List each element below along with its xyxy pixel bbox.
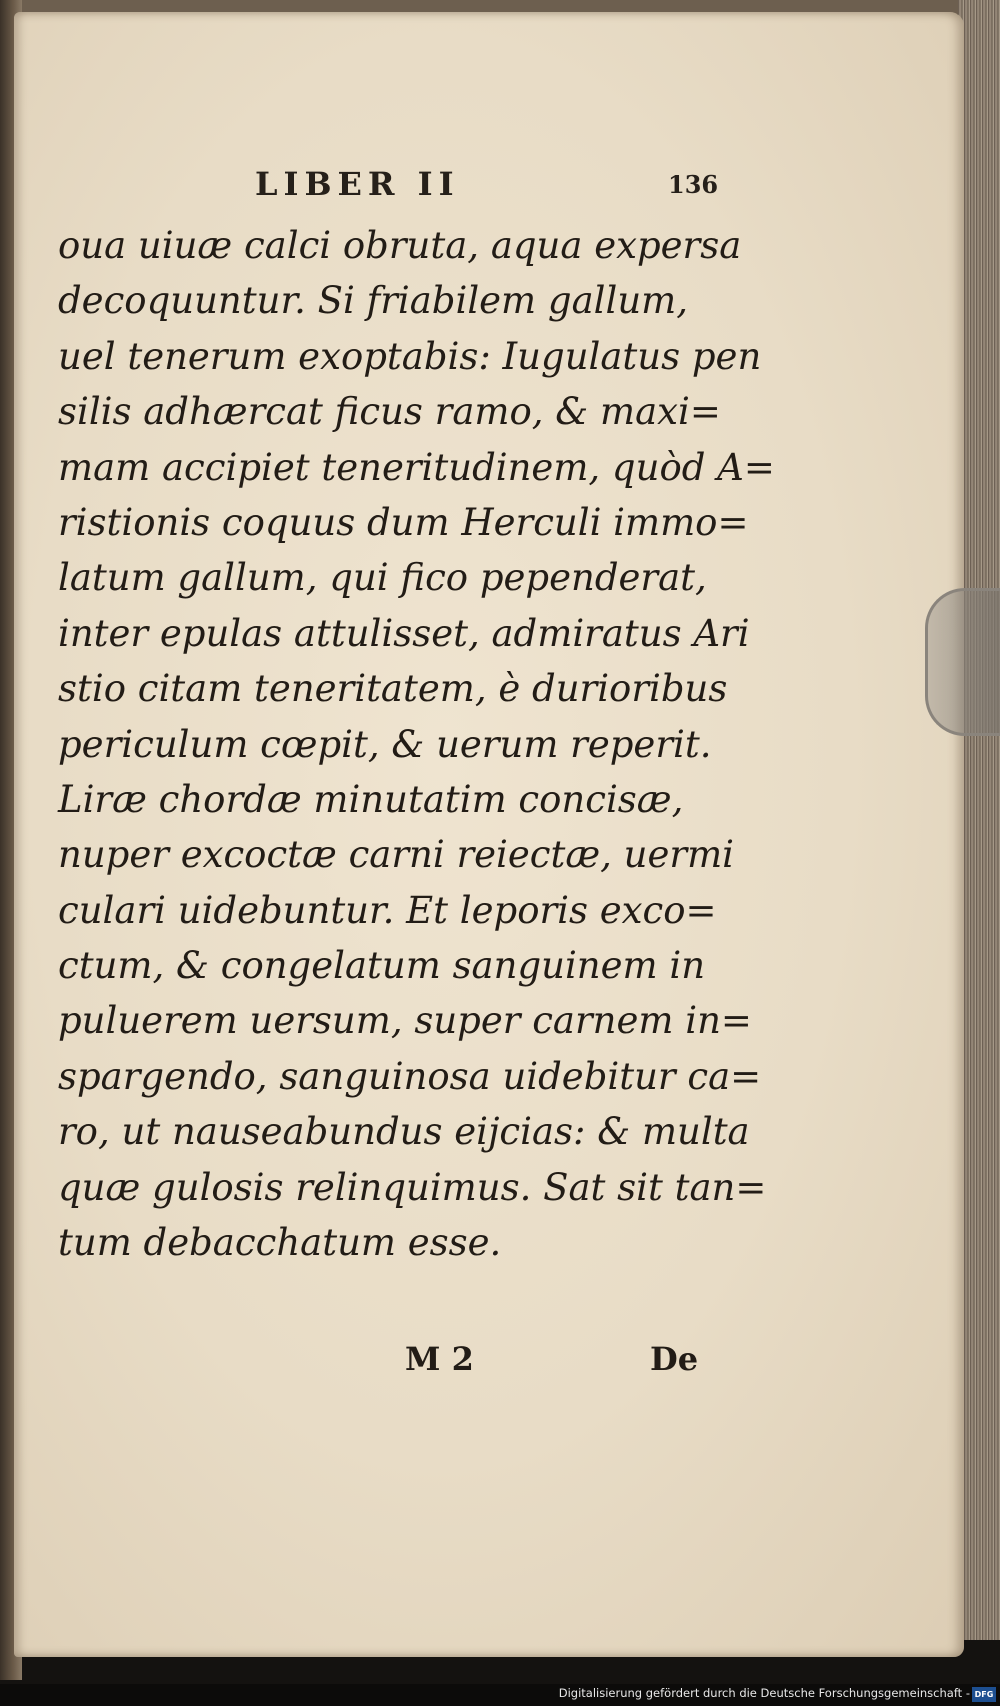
catchword: De xyxy=(650,1340,699,1378)
text-line: mam accipiet teneritudinem, quòd A= xyxy=(58,445,775,489)
text-line: puluerem uersum, super carnem in= xyxy=(58,999,752,1043)
text-line: decoquuntur. Si friabilem gallum, xyxy=(58,279,688,323)
text-line: spargendo, sanguinosa uidebitur ca= xyxy=(58,1054,762,1098)
text-line: ristionis coquus dum Herculi immo= xyxy=(58,500,749,544)
funding-credit: Digitalisierung gefördert durch die Deutsche Forschungsgemeinschaft - xyxy=(558,1686,970,1700)
text-line: quæ gulosis relinquimus. Sat sit tan= xyxy=(58,1165,767,1209)
text-line: Liræ chordæ minutatim concisæ, xyxy=(58,777,684,821)
text-line: silis adhærcat ficus ramo, & maxi= xyxy=(58,390,721,434)
text-line: ro, ut nauseabundus eijcias: & multa xyxy=(58,1110,750,1154)
text-line: latum gallum, qui fico pependerat, xyxy=(58,556,707,600)
body-text xyxy=(58,218,775,1270)
text-line: inter epulas attulisset, admiratus Ari xyxy=(58,611,750,655)
text-line: uel tenerum exoptabis: Iugulatus pen xyxy=(58,334,762,378)
text-line: oua uiuæ calci obruta, aqua expersa xyxy=(58,224,742,267)
running-head: LIBER II xyxy=(255,165,460,203)
page-number: 136 xyxy=(668,170,719,199)
text-line: stio citam teneritatem, è durioribus xyxy=(58,667,728,711)
page-clip xyxy=(925,588,1000,736)
text-line: culari uidebuntur. Et leporis exco= xyxy=(58,888,717,932)
signature-mark: M 2 xyxy=(405,1340,474,1378)
text-line: periculum cœpit, & uerum reperit. xyxy=(58,722,712,766)
text-line: ctum, & congelatum sanguinem in xyxy=(58,944,706,988)
text-line: tum debacchatum esse. xyxy=(58,1221,502,1265)
text-line: nuper excoctæ carni reiectæ, uermi xyxy=(58,833,735,877)
dfg-logo: DFG xyxy=(972,1687,996,1702)
book-fore-edge xyxy=(958,0,1000,1640)
